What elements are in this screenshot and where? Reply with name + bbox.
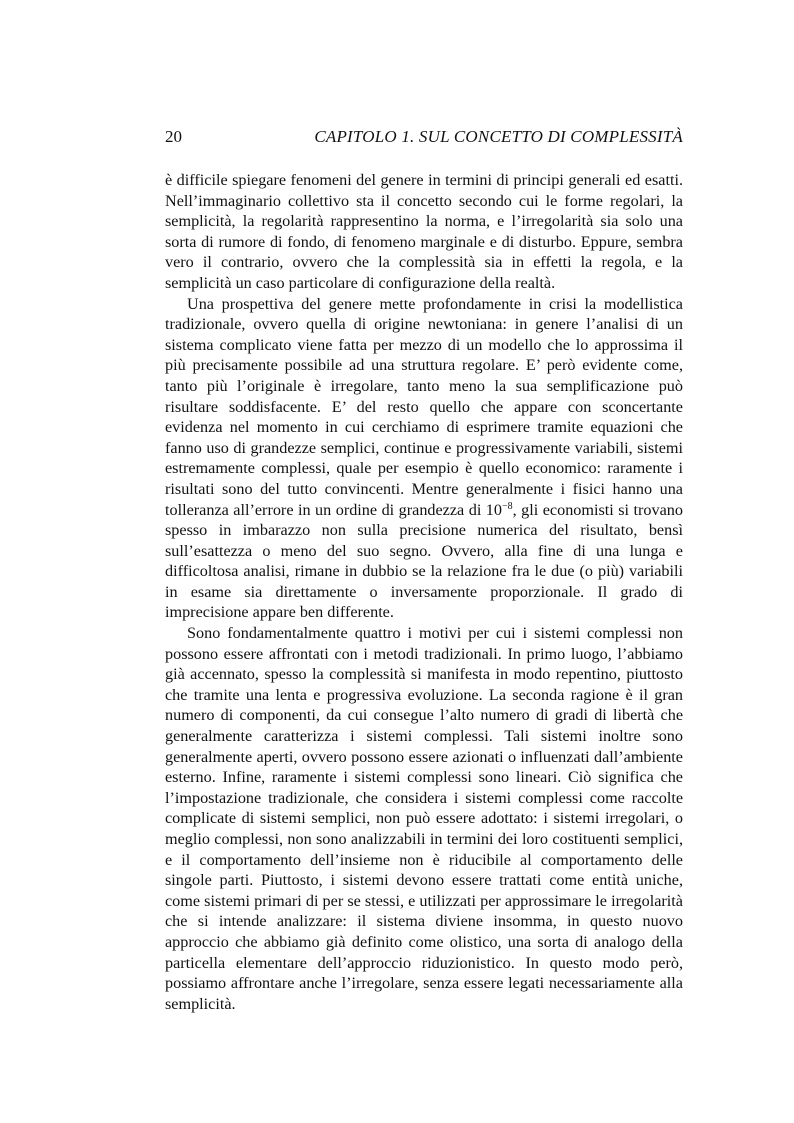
running-head: CAPITOLO 1. SUL CONCETTO DI COMPLESSITÀ bbox=[314, 127, 683, 146]
paragraph-3: Sono fondamentalmente quattro i motivi per cui i sistemi complessi non possono essere affrontati con i metodi tradizionali. In primo luogo, l’abbiamo già accennato, spesso la complessità si manifesta in modo repentino, piuttosto che tramite una lenta e progressiva evoluzione. La seconda ragione è il gran numero di componenti, da cui consegue l’alto numero di gradi di libertà che generalmente caratterizza i sistemi complessi. Tali sistemi inoltre sono generalmente aperti, ovvero possono essere azionati o influenzati dall’ambiente esterno. Infine, raramente i sistemi complessi sono lineari. Ciò significa che l’impostazione tradizionale, che considera i sistemi complessi come raccolte complicate di sistemi semplici, non può essere adottato: i sistemi irregolari, o meglio complessi, non sono analizzabili in termini dei loro costituenti semplici, e il comportamento dell’insieme non è riducibile al comportamento delle singole parti. Piuttosto, i sistemi devono essere trattati come entità uniche, come sistemi primari di per se stessi, e utilizzati per approssimare le irregolarità che si intende analizzare: il sistema diviene insomma, in questo nuovo approccio che abbiamo già definito come olistico, una sorta di analogo della particella elementare dell’approccio riduzionistico. In questo modo però, possiamo affrontare anche l’irregolare, senza essere legati necessariamente alla semplicità. bbox=[165, 624, 683, 1013]
page-header bbox=[165, 126, 683, 148]
paragraph-2 bbox=[165, 294, 683, 624]
paragraph-2-before-power: Una prospettiva del genere mette profondamente in crisi la modellistica tradizionale, ovvero quella di origine newtoniana: in genere l’analisi di un sistema complicato viene fatta per mezzo di un modello che lo approssima il più precisamente possibile ad una struttura regolare. E’ però evidente come, tanto più l’originale è irregolare, tanto meno la sua semplificazione può risultare soddisfacente. E’ del resto quello che appare con sconcertante evidenza nel momento in cui cerchiamo di esprimere tramite equazioni che fanno uso di grandezze semplici, continue e progressivamente variabili, sistemi estremamente complessi, quale per esempio è quello economico: raramente i risultati sono del tutto convincenti. Mentre generalmente i fisici hanno una tolleranza all’errore in un ordine di grandezza di 10 bbox=[165, 294, 683, 519]
body-text bbox=[165, 170, 683, 1014]
page-number: 20 bbox=[165, 127, 182, 146]
power-exponent: −8 bbox=[502, 500, 513, 512]
paragraph-2-after-power: , gli economisti si trovano spesso in imbarazzo non sulla precisione numerica del risultato, bensì sull’esattezza o meno del suo segno. Ovvero, alla fine di una lunga e difficoltosa analisi, rimane in dubbio se la relazione fra le due (o più) variabili in esame sia direttamente o inversamente proporzionale. Il grado di imprecisione appare ben differente. bbox=[165, 500, 683, 622]
paragraph-1: è difficile spiegare fenomeni del genere in termini di principi generali ed esatti. Nell’immaginario collettivo sta il concetto secondo cui le forme regolari, la semplicità, la regolarità rappresentino la norma, e l’irregolarità sia solo una sorta di rumore di fondo, di fenomeno marginale e di disturbo. Eppure, sembra vero il contrario, ovvero che la complessità sia in effetti la regola, e la semplicità un caso particolare di configurazione della realtà. bbox=[165, 171, 683, 292]
